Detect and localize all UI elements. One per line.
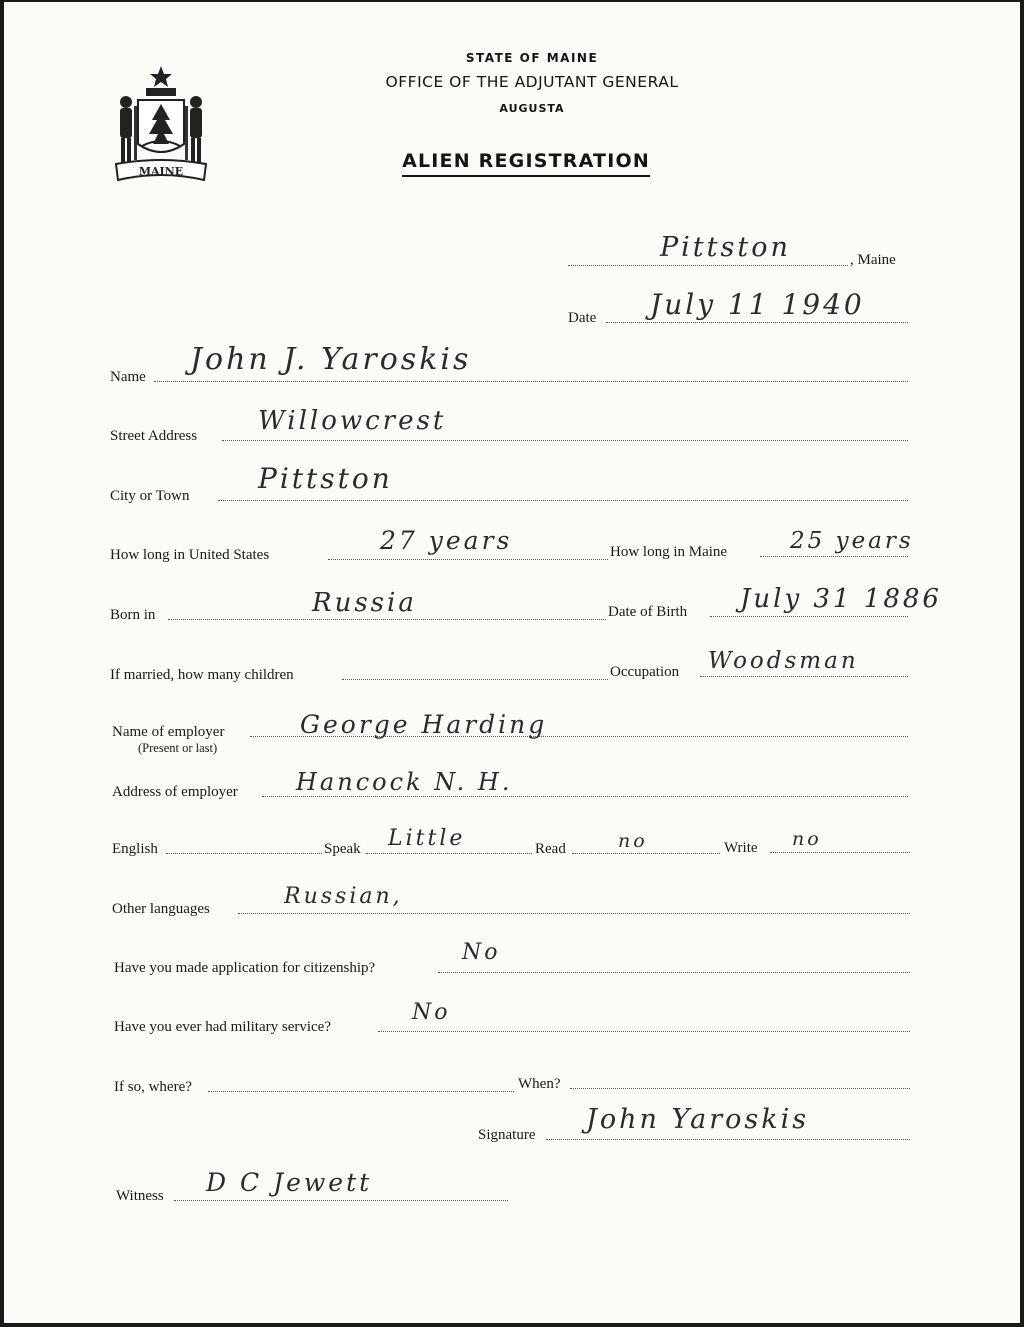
seal-text: MAINE bbox=[138, 165, 184, 178]
maine-label: , Maine bbox=[850, 252, 896, 268]
city-value: Pittston bbox=[258, 462, 393, 495]
town-value: Pittston bbox=[660, 232, 791, 263]
street-label: Street Address bbox=[110, 428, 198, 444]
state-heading: STATE OF MAINE bbox=[465, 51, 599, 65]
how-long-maine-value: 25 years bbox=[790, 528, 914, 554]
english-label: English bbox=[112, 841, 158, 857]
citizenship-line bbox=[438, 972, 910, 973]
how-long-maine-line bbox=[760, 556, 908, 557]
speak-line bbox=[366, 853, 532, 854]
other-languages-value: Russian, bbox=[284, 884, 403, 909]
witness-value: D C Jewett bbox=[206, 1168, 373, 1197]
married-label: If married, how many children bbox=[110, 667, 294, 683]
write-line bbox=[770, 852, 910, 853]
dob-label: Date of Birth bbox=[608, 604, 688, 620]
how-long-us-value: 27 years bbox=[380, 526, 513, 555]
when-label: When? bbox=[518, 1076, 561, 1092]
citizenship-label: Have you made application for citizenship? bbox=[114, 960, 376, 976]
speak-label: Speak bbox=[324, 841, 361, 857]
employer-address-value: Hancock N. H. bbox=[296, 768, 513, 796]
how-long-us-line bbox=[328, 559, 608, 560]
office-heading: OFFICE OF THE ADJUTANT GENERAL bbox=[385, 73, 679, 91]
write-value: no bbox=[792, 828, 822, 850]
dob-value: July 31 1886 bbox=[740, 584, 942, 614]
occupation-value: Woodsman bbox=[708, 648, 859, 674]
married-line bbox=[342, 679, 608, 680]
speak-value: Little bbox=[388, 826, 466, 851]
military-value: No bbox=[412, 1000, 451, 1025]
document-page bbox=[4, 2, 1020, 1323]
employer-label: Name of employer bbox=[112, 724, 225, 740]
citizenship-value: No bbox=[462, 940, 501, 965]
how-long-maine-label: How long in Maine bbox=[610, 544, 728, 560]
street-value: Willowcrest bbox=[258, 406, 447, 436]
occupation-label: Occupation bbox=[610, 664, 680, 680]
other-languages-label: Other languages bbox=[112, 901, 210, 917]
witness-label: Witness bbox=[116, 1188, 164, 1204]
read-line bbox=[572, 853, 720, 854]
city-heading: AUGUSTA bbox=[499, 102, 565, 115]
signature-line bbox=[546, 1139, 910, 1140]
date-value: July 11 1940 bbox=[650, 288, 865, 321]
military-line bbox=[378, 1031, 910, 1032]
how-long-us-label: How long in United States bbox=[110, 547, 270, 563]
occupation-line bbox=[700, 676, 908, 677]
english-line bbox=[166, 853, 322, 854]
town-line bbox=[568, 265, 848, 266]
born-in-line bbox=[168, 619, 606, 620]
write-label: Write bbox=[724, 840, 758, 856]
date-label: Date bbox=[568, 310, 597, 326]
witness-line bbox=[174, 1200, 508, 1201]
other-languages-line bbox=[238, 913, 910, 914]
read-label: Read bbox=[535, 841, 566, 857]
city-line bbox=[218, 500, 908, 501]
born-in-label: Born in bbox=[110, 607, 156, 623]
where-label: If so, where? bbox=[114, 1079, 192, 1095]
signature-label: Signature bbox=[478, 1127, 536, 1143]
employer-address-line bbox=[262, 796, 908, 797]
city-label: City or Town bbox=[110, 488, 190, 504]
when-line bbox=[570, 1088, 910, 1089]
employer-value: George Harding bbox=[300, 710, 548, 739]
name-label: Name bbox=[110, 369, 146, 385]
name-line bbox=[154, 381, 908, 382]
dob-line bbox=[710, 616, 908, 617]
name-value: John J. Yaroskis bbox=[190, 342, 472, 377]
born-in-value: Russia bbox=[312, 588, 417, 618]
signature-value: John Yaroskis bbox=[586, 1104, 810, 1135]
employer-address-label: Address of employer bbox=[112, 784, 238, 800]
street-line bbox=[222, 440, 908, 441]
read-value: no bbox=[618, 830, 648, 852]
employer-sublabel: (Present or last) bbox=[138, 741, 218, 755]
date-line bbox=[606, 322, 908, 323]
form-title: ALIEN REGISTRATION bbox=[0, 150, 1024, 172]
military-label: Have you ever had military service? bbox=[114, 1019, 331, 1035]
where-line bbox=[208, 1091, 514, 1092]
